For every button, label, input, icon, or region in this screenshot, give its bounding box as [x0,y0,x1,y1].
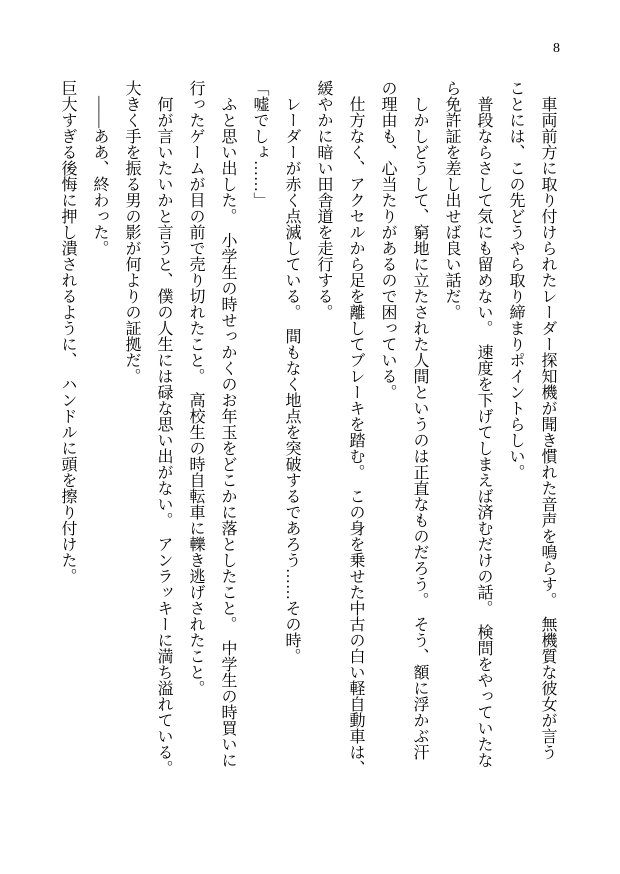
text-line-15: ――ああ、終わった。 [91,80,108,256]
text-line-5: しかしどうして、窮地に立たされた人間というのは正直なものだろう。 そう、額に浮かぶ汗 [411,80,428,760]
text-line-16: 巨大すぎる後悔に押し潰されるように、 ハンドルに頭を擦り付けた。 [59,80,76,584]
text-line-6: の理由も、心当たりがあるので困っている。 [379,80,396,400]
text-line-9: レーダーが赤く点滅している。 間もなく地点を突破するであろう……その時。 [283,80,300,664]
page-text [51,80,563,860]
text-line-13: 何が言いたいかと言うと、僕の人生には碌な思い出がない。 アンラッキーに満ち溢れている。 [155,80,172,776]
text-line-8: 緩やかに暗い田舎道を走行する。 [315,80,332,320]
text-line-12: 行ったゲームが目の前で売り切れたこと。 高校生の時自転車に轢き逃げされたこと。 [187,80,204,696]
text-line-3: 普段ならさして気にも留めない。 速度を下げてしまえば済むだけの話。 検問をやっていたな [475,80,492,768]
page-number: 8 [553,41,560,56]
text-line-7: 仕方なく、アクセルから足を離してブレーキを踏む。 この身を乗せた中古の白い軽自動車は、 [347,80,364,776]
text-line-4: ら免許証を差し出せば良い話だ。 [443,80,460,320]
text-line-14: 大きく手を振る男の影が何よりの証拠だ。 [123,80,140,384]
text-line-2: ことには、この先どうやら取り締まりポイントらしい。 [507,80,524,480]
text-line-11: ふと思い出した。 小学生の時せっかくのお年玉をどこかに落としたこと。 中学生の時買いに [219,80,236,768]
text-line-10: 「嘘でしょ……」 [251,80,268,208]
text-line-1: 車両前方に取り付けられたレーダー探知機が聞き慣れた音声を鳴らす。 無機質な彼女が言う [539,80,556,760]
